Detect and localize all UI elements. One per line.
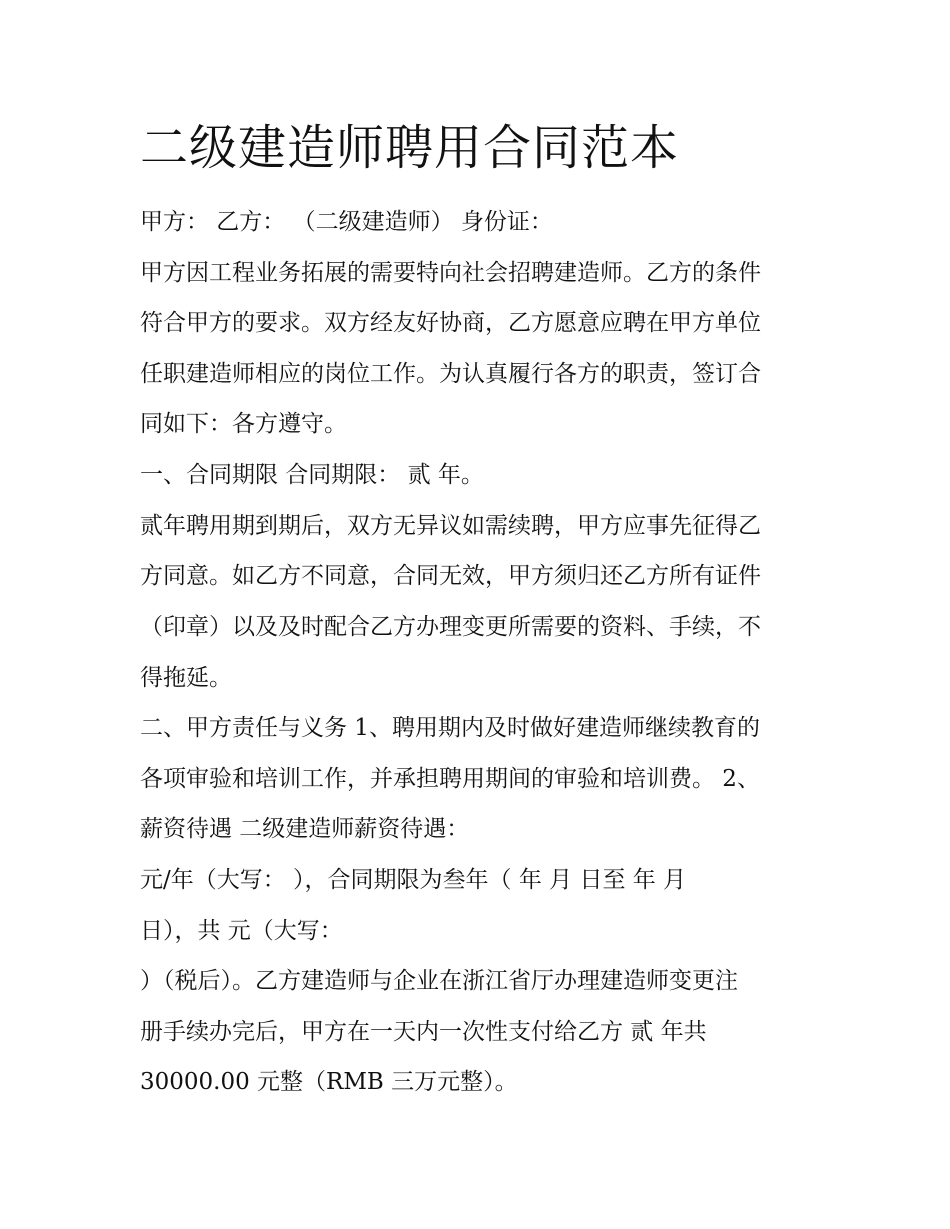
paragraph-line: （印章）以及及时配合乙方办理变更所需要的资料、手续，不	[140, 614, 761, 640]
section-heading-duties: 二、甲方责任与义务 1、聘用期内及时做好建造师继续教育的	[140, 715, 760, 741]
paragraph-line: 同如下：各方遵守。	[140, 411, 347, 437]
paragraph-line: 符合甲方的要求。双方经友好协商，乙方愿意应聘在甲方单位	[140, 310, 761, 336]
paragraph-line: ）（税后）。乙方建造师与企业在浙江省厅办理建造师变更注	[140, 968, 738, 994]
paragraph-line: 方同意。如乙方不同意，合同无效，甲方须归还乙方所有证件	[140, 563, 761, 589]
section-heading-term: 一、合同期限 合同期限： 贰 年。	[140, 462, 484, 488]
party-line: 甲方： 乙方： （二级建造师） 身份证：	[140, 209, 553, 235]
paragraph-line: 甲方因工程业务拓展的需要特向社会招聘建造师。乙方的条件	[140, 260, 761, 286]
paragraph-line: 得拖延。	[140, 665, 232, 691]
document-title: 二级建造师聘用合同范本	[140, 120, 680, 176]
paragraph-line: 日），共 元（大写：	[140, 918, 343, 944]
paragraph-line: 贰年聘用期到期后，双方无异议如需续聘，甲方应事先征得乙	[140, 513, 761, 539]
paragraph-line: 任职建造师相应的岗位工作。为认真履行各方的职责，签订合	[140, 361, 761, 387]
paragraph-line: 元/年（大写： ），合同期限为叁年（ 年 月 日至 年 月	[140, 867, 687, 893]
paragraph-line: 各项审验和培训工作，并承担聘用期间的审验和培训费。 2、	[140, 766, 760, 792]
paragraph-line: 30000.00 元整（RMB 三万元整）。	[140, 1069, 518, 1095]
paragraph-line: 薪资待遇 二级建造师薪资待遇：	[140, 816, 470, 842]
paragraph-line: 册手续办完后，甲方在一天内一次性支付给乙方 贰 年共	[140, 1019, 707, 1045]
